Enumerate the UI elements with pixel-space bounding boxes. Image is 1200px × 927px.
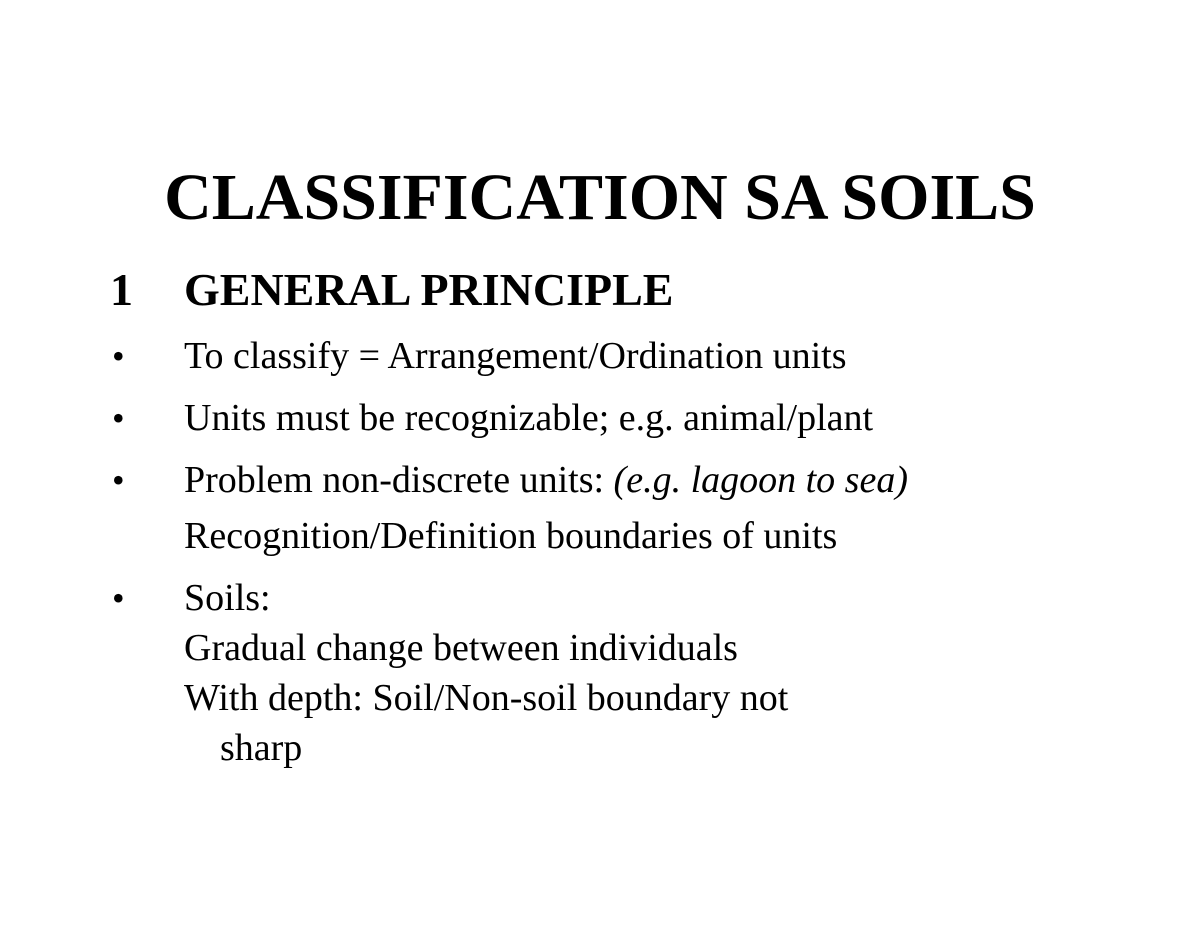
section-heading: GENERAL PRINCIPLE [184,264,674,315]
section-number: 1 [110,264,133,315]
bullet-marker: • [112,578,125,618]
bullet-text-3-italic: (e.g. lagoon to sea) [613,459,908,501]
bullet-text-4: Soils: [184,577,271,619]
bullet-text-3-plain: Problem non-discrete units: [184,459,614,501]
bullet-4-continuation-1: Gradual change between individuals [184,627,738,669]
bullet-marker: • [112,460,125,500]
bullet-4-continuation-3: sharp [220,727,303,769]
bullet-marker: • [112,336,125,376]
bullet-marker: • [112,398,125,438]
bullet-text-1: To classify = Arrangement/Ordination units [184,335,847,377]
bullet-4-continuation-2: With depth: Soil/Non-soil boundary not [184,677,789,719]
bullet-text-3 [184,457,908,503]
bullet-3-continuation: Recognition/Definition boundaries of units [184,515,838,557]
slide-title: CLASSIFICATION SA SOILS [164,161,1036,234]
bullet-text-2: Units must be recognizable; e.g. animal/plant [184,397,874,439]
